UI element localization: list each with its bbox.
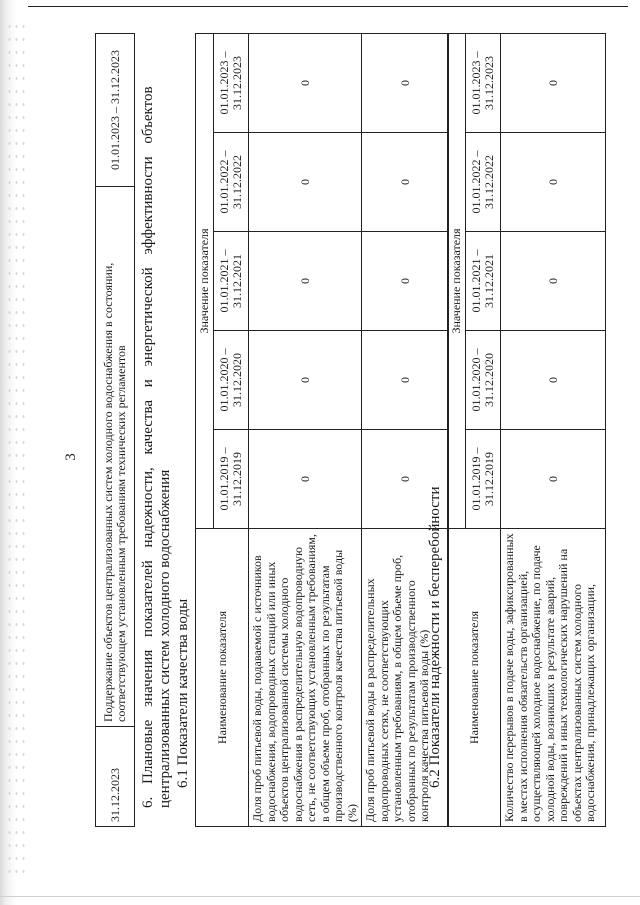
table-row <box>501 33 606 826</box>
period-2019: 01.01.2019 – 31.12.2019 <box>466 430 501 529</box>
section-6-heading: 6. Плановые значения показателей надежности, качества и энергетической эффективности объектов <box>140 86 156 808</box>
table-header-row <box>448 33 466 826</box>
value-group-header: Значение показателя <box>448 33 466 528</box>
period-2021: 01.01.2021 – 31.12.2021 <box>214 232 249 331</box>
maintenance-description: Поддержание объектов централизованных систем холодного водоснабжения в состоянии, соответствующем установленным требованиям технических регламентов <box>96 187 135 727</box>
indicator-value: 0 <box>249 331 362 430</box>
indicator-value: 0 <box>362 133 449 232</box>
reliability-table <box>447 33 606 827</box>
period-2019: 01.01.2019 – 31.12.2019 <box>214 430 249 529</box>
period-2021: 01.01.2021 – 31.12.2021 <box>466 232 501 331</box>
indicator-value: 0 <box>501 33 606 132</box>
indicator-value: 0 <box>362 232 449 331</box>
water-quality-table <box>195 33 449 827</box>
maintenance-row <box>96 34 135 827</box>
period-2023: 01.01.2023 – 31.12.2023 <box>466 33 501 132</box>
indicator-name: Доля проб питьевой воды, подаваемой с источников водоснабжения, водопроводных станций или иных объектов централизованной системы холодного водоснабжения в распределительную водопроводную сеть, не соответствующих установленным требованиям, в общем объеме проб, отобранных по результатам производственного контроля качества питьевой воды (%) <box>249 529 362 827</box>
period-2020: 01.01.2020 – 31.12.2020 <box>214 331 249 430</box>
indicator-value: 0 <box>501 133 606 232</box>
name-column-header: Наименование показателя <box>448 529 501 827</box>
maintenance-table <box>95 33 135 827</box>
indicator-value: 0 <box>249 133 362 232</box>
maintenance-end-date: 31.12.2023 <box>96 727 135 827</box>
indicator-value: 0 <box>362 331 449 430</box>
table-header-row <box>196 33 214 826</box>
indicator-value: 0 <box>362 430 449 529</box>
indicator-value: 0 <box>249 232 362 331</box>
indicator-name: Количество перерывов в подаче воды, зафиксированных в местах исполнения обязательств организацией, осуществляющей холодное водоснабжение, по подаче холодной воды, возникших в результате аварий, повреждений и иных технологических нарушений на объектах централизованных систем холодного водоснабжения, принадлежащих организации, <box>501 529 606 827</box>
name-column-header: Наименование показателя <box>196 529 249 827</box>
indicator-value: 0 <box>249 33 362 132</box>
maintenance-period: 01.01.2023 – 31.12.2023 <box>96 34 135 187</box>
period-2022: 01.01.2022 – 31.12.2022 <box>214 133 249 232</box>
value-group-header: Значение показателя <box>196 33 214 528</box>
period-2023: 01.01.2023 – 31.12.2023 <box>214 33 249 132</box>
period-2020: 01.01.2020 – 31.12.2020 <box>466 331 501 430</box>
indicator-value: 0 <box>362 33 449 132</box>
indicator-value: 0 <box>501 430 606 529</box>
page-number: 3 <box>63 453 79 461</box>
table-row <box>249 33 362 826</box>
indicator-value: 0 <box>249 430 362 529</box>
period-2022: 01.01.2022 – 31.12.2022 <box>466 133 501 232</box>
indicator-name: Доля проб питьевой воды в распределительных водопроводных сетях, не соответствующих установленным требованиям, в общем объеме проб, отобранных по результатам производственного контроля качества питьевой воды (%) <box>362 529 449 827</box>
indicator-value: 0 <box>501 331 606 430</box>
indicator-value: 0 <box>501 232 606 331</box>
section-6-2-title: 6.2 Показатели надежности и бесперебойности <box>427 486 443 788</box>
section-6-heading-cont: централизованных систем холодного водоснабжения <box>157 469 173 808</box>
section-6-1-title: 6.1 Показатели качества воды <box>175 598 191 788</box>
